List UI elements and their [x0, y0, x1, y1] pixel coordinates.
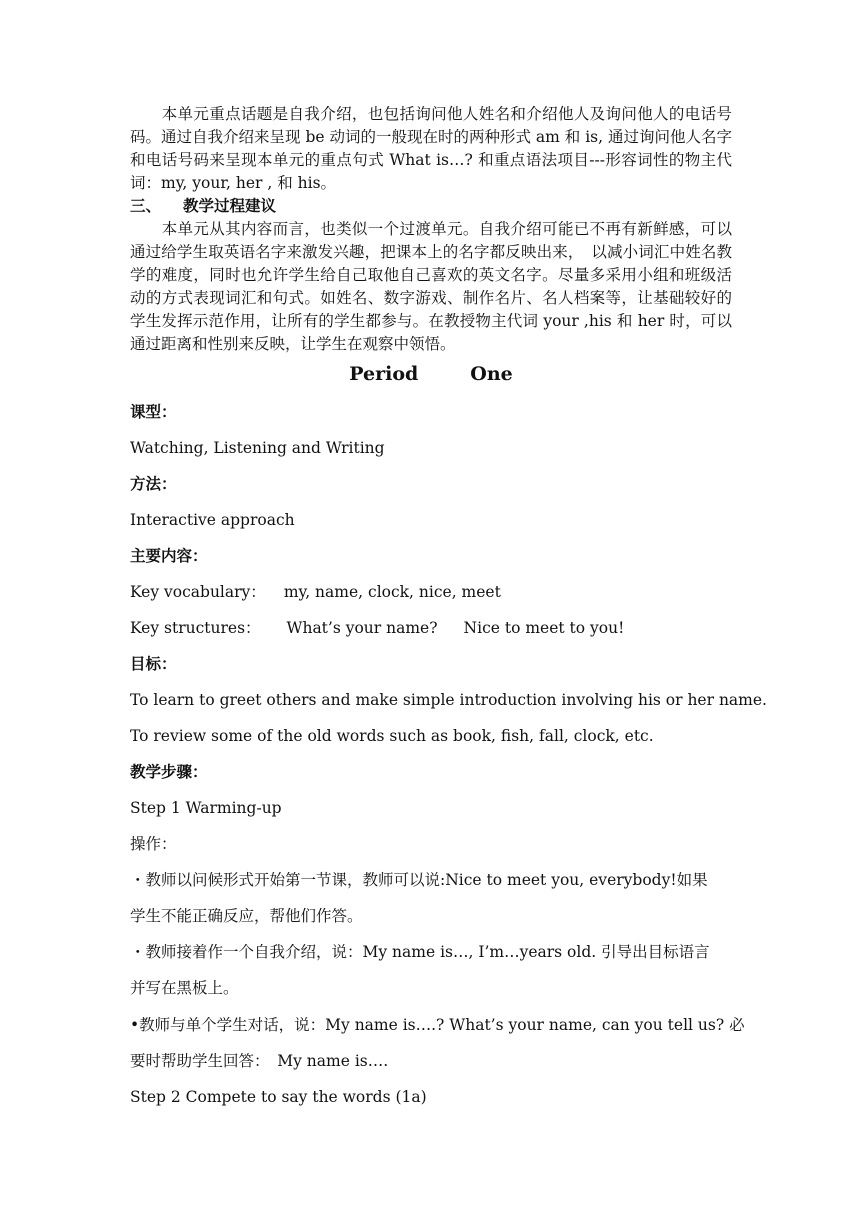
key-structure-2: Nice to meet to you! — [463, 619, 625, 637]
step-2-title: Step 2 Compete to say the words (1a) — [130, 1088, 427, 1106]
bullet-3-line-1: •教师与单个学生对话，说：My name is….? What’s your name, can you tell us? 必 — [130, 1016, 745, 1034]
bullet-3-line-2: 要时帮助学生回答： My name is…. — [130, 1052, 389, 1070]
method-label: 方法： — [130, 474, 177, 493]
bullet-2-line-1: ・教师接着作一个自我介绍，说：My name is…, I’m…years old. 引导出目标语言 — [130, 943, 710, 961]
step-1-title: Step 1 Warming-up — [130, 799, 282, 817]
steps-label: 教学步骤： — [130, 762, 208, 781]
key-structures-label: Key structures： — [130, 619, 261, 637]
content-label: 主要内容： — [130, 546, 208, 565]
bullet-1-line-1: ・教师以问候形式开始第一节课，教师可以说:Nice to meet you, everybody!如果 — [130, 871, 708, 889]
period-word: Period — [349, 363, 419, 385]
bullet-1-line-2: 学生不能正确反应，帮他们作答。 — [130, 907, 363, 925]
period-number: One — [470, 363, 513, 385]
goal-item-1: To learn to greet others and make simple introduction involving his or her name. — [130, 691, 767, 709]
method-value: Interactive approach — [130, 511, 295, 529]
section-3-heading — [130, 195, 276, 217]
lesson-type-label: 课型： — [130, 402, 177, 421]
key-vocabulary-line — [130, 581, 501, 603]
operation-label: 操作： — [130, 835, 177, 853]
intro-paragraph: 本单元重点话题是自我介绍，也包括询问他人姓名和介绍他人及询问他人的电话号码。通过自我介绍来呈现 be 动词的一般现在时的两种形式 am 和 is, 通过询问他人名字和电话号码来呈现本单元的重点句式 What is…? 和重点语法项目---形容词性的物主代词：my, your, her , 和 his。 — [130, 105, 732, 192]
section-3-paragraph: 本单元从其内容而言，也类似一个过渡单元。自我介绍可能已不再有新鲜感，可以通过给学生取英语名字来激发兴趣，把课本上的名字都反映出来， 以减小词汇中姓名教学的难度，同时也允许学生给自己取他自己喜欢的英文名字。尽量多采用小组和班级活动的方式表现词汇和句式。如姓名、数字游戏、制作名片、名人档案等，让基础较好的学生发挥示范作用，让所有的学生都参与。在教授物主代词 your ,his 和 her 时，可以通过距离和性别来反映，让学生在观察中领悟。 — [130, 220, 732, 353]
key-vocabulary-label: Key vocabulary： — [130, 583, 266, 601]
goal-item-2: To review some of the old words such as book, fish, fall, clock, etc. — [130, 727, 654, 745]
goal-label: 目标： — [130, 654, 177, 673]
key-structure-1: What’s your name? — [286, 619, 438, 637]
key-vocabulary-value: my, name, clock, nice, meet — [283, 583, 501, 601]
lesson-type-value: Watching, Listening and Writing — [130, 439, 385, 457]
bullet-2-line-2: 并写在黑板上。 — [130, 979, 239, 997]
section-3-number: 三、 — [130, 196, 162, 215]
section-3-title: 教学过程建议 — [183, 196, 277, 215]
period-heading — [130, 361, 732, 387]
key-structures-line — [130, 617, 624, 639]
